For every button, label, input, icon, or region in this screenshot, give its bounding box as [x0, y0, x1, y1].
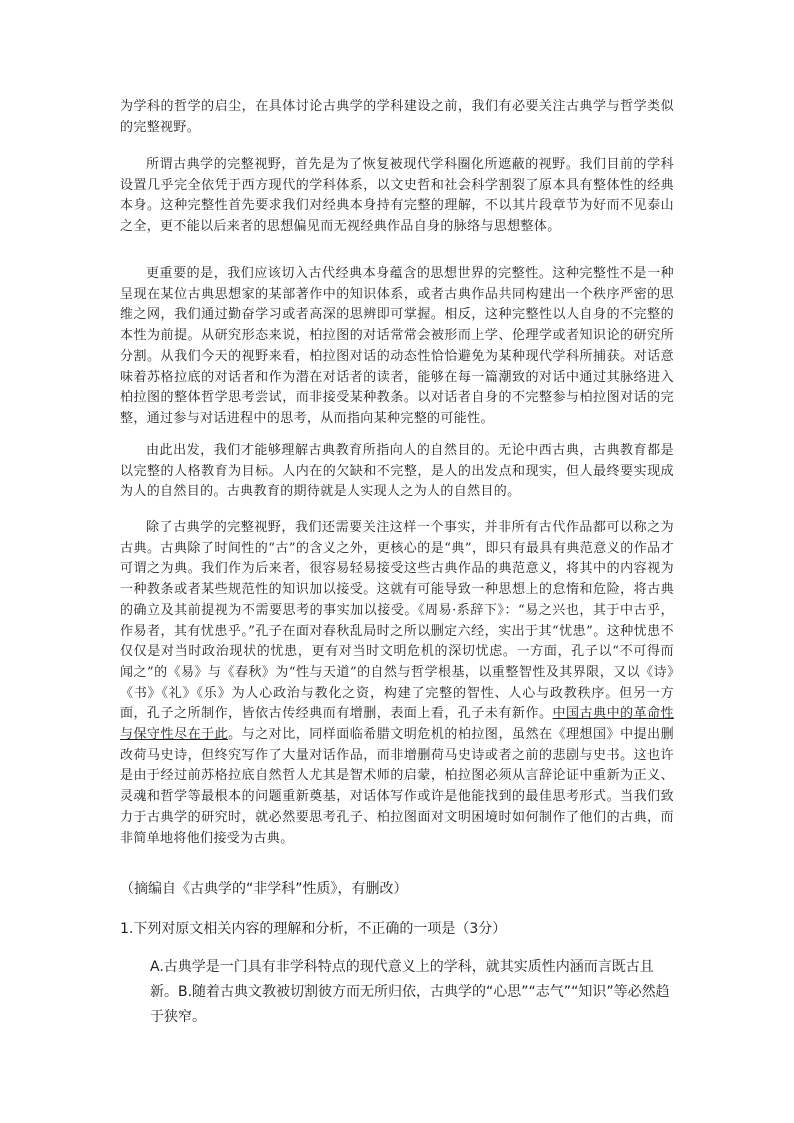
article-paragraph-0: 为学科的哲学的启尘，在具体讨论古典学的学科建设之前，我们有必要关注古典学与哲学类似的完整视野。 [120, 99, 674, 135]
article-paragraph-4-part-b: 。与之对比，同样面临希腊文明危机的柏拉图，虽然在《理想国》中提出删改荷马史诗，但终究写作了大量对话作品，而非增删荷马史诗或者之前的悲剧与史书。这也许是由于经过前苏格拉底自然哲人尤其是智术师的启蒙，柏拉图必须从言辞论证中重新为正义、灵魂和哲学等最根本的问题重新奠基，对话体写作或许是他能找到的最佳思考形式。当我们致力于古典学的研究时，就必然要思考孔子、柏拉图面对文明困境时如何制作了他们的古典，而非简单地将他们接受为古典。 [120, 727, 674, 846]
source-note: （摘编自《古典学的“非学科”性质》，有删改） [120, 881, 408, 897]
question-1-options: A.古典学是一门具有非学科特点的现代意义上的学科，就其实质性内涵而言既古且新。B.随着古典文教被切割彼方而无所归依，古典学的“心思”“志气”“知识”等必然趋于狭窄。 [150, 959, 670, 1025]
article-paragraph-4-part-a: 除了古典学的完整视野，我们还需要关注这样一个事实，并非所有古代作品都可以称之为古典。古典除了时间性的“古”的含义之外，更核心的是“典”，即只有最具有典范意义的作品才可谓之为典。我们作为后来者，很容易轻易接受这些古典作品的典范意义，将其中的内容视为一种教条或者某些规范性的知识加以接受。这就有可能导致一种思想上的怠惰和危险，将古典的确立及其前提视为不需要思考的事实加以接受。《周易·系辞下》：“易之兴也，其于中古乎，作易者，其有忧患乎。”孔子在面对春秋乱局时之所以删定六经，实出于其“忧患”。这种忧患不仅仅是对当时政治现状的忧患，更有对当时文明危机的深切忧虑。一方面，孔子以“不可得而闻之”的《易》与《春秋》为“性与天道”的自然与哲学根基，以重整智性及其界限，又以《诗》《书》《礼》《乐》为人心政治与教化之资，构建了完整的智性、人心与政教秩序。但另一方面，孔子之所制作，皆依古传经典而有增删，表面上看，孔子未有新作。 [120, 520, 674, 722]
article-paragraph-2: 更重要的是，我们应该切入古代经典本身蕴含的思想世界的完整性。这种完整性不是一种呈现在某位古典思想家的某部著作中的知识体系，或者古典作品共同构建出一个秩序严密的思维之网，我们通过勤奋学习或者高深的思辨即可掌握。相反，这种完整性以人自身的不完整的本性为前提。从研究形态来说，柏拉图的对话常常会被形而上学、伦理学或者知识论的研究所分割。从我们今天的视野来看，柏拉图对话的动态性恰恰避免为某种现代学科所捕获。对话意味着苏格拉底的对话者和作为潜在对话者的读者，能够在每一篇潮致的对话中通过其脉络进入柏拉图的整体哲学思考尝试，而非接受某种教条。以对话者自身的不完整参与柏拉图对话的完整，通过参与对话进程中的思考，从而指向某种完整的可能性。 [120, 266, 674, 426]
article-paragraph-1: 所谓古典学的完整视野，首先是为了恢复被现代学科圈化所遮蔽的视野。我们目前的学科设置几乎完全依凭于西方现代的学科体系，以文史哲和社会科学割裂了原本具有整体性的经典本身。这种完整性首先要求我们对经典本身持有完整的理解，不以其片段章节为好而不见泰山之全，更不能以后来者的思想偏见而无视经典作品自身的脉络与思想整体。 [120, 157, 674, 235]
article-paragraph-4 [120, 518, 674, 849]
underlined-sentence: 中国古典中的革命性与保守性尽在于此 [120, 706, 674, 743]
question-1-stem: 1.下列对原文相关内容的理解和分析，不正确的一项是（3分） [120, 921, 507, 937]
article-paragraph-3: 由此出发，我们才能够理解古典教育所指向人的自然目的。无论中西古典，古典教育都是以完整的人格教育为目标。人内在的欠缺和不完整，是人的出发点和现实，但人最终要实现成为人的自然目的。古典教育的期待就是人实现人之为人的自然目的。 [120, 443, 674, 500]
